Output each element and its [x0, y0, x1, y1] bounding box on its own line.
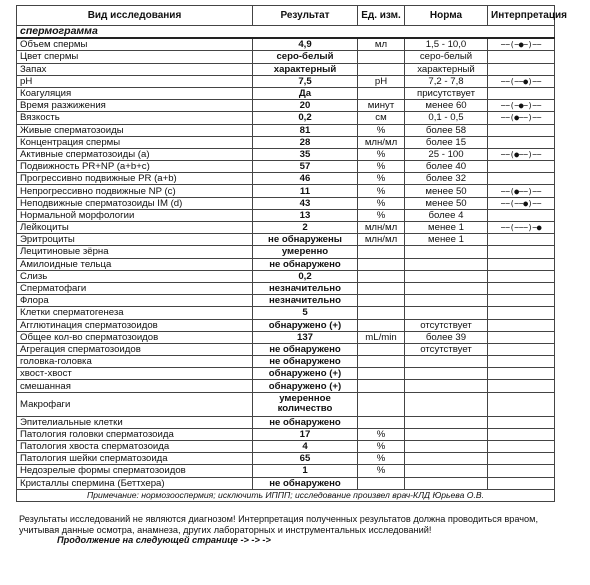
cell-name: Концентрация спермы — [17, 136, 253, 148]
cell-norm: 7,2 - 7,8 — [405, 75, 488, 87]
cell-name: Живые сперматозоиды — [17, 124, 253, 136]
cell-result: 35 — [253, 148, 358, 160]
cell-unit: % — [358, 148, 405, 160]
cell-unit — [358, 477, 405, 489]
cell-interp: −−(−−●)−− — [488, 197, 555, 209]
cell-interp — [488, 477, 555, 489]
cell-unit: % — [358, 453, 405, 465]
header-result: Результат — [253, 6, 358, 26]
cell-norm: менее 1 — [405, 234, 488, 246]
cell-interp — [488, 416, 555, 428]
cell-unit — [358, 307, 405, 319]
cell-name: Патология шейки сперматозоида — [17, 453, 253, 465]
cell-result: Да — [253, 87, 358, 99]
cell-interp — [488, 392, 555, 416]
table-row — [17, 234, 555, 246]
cell-interp — [488, 356, 555, 368]
table-row — [17, 38, 555, 51]
table-row — [17, 197, 555, 209]
cell-result: 0,2 — [253, 112, 358, 124]
cell-norm — [405, 392, 488, 416]
cell-unit: % — [358, 197, 405, 209]
cell-interp — [488, 136, 555, 148]
cell-unit: млн/мл — [358, 136, 405, 148]
cell-name: Прогрессивно подвижные PR (a+b) — [17, 173, 253, 185]
cell-norm: менее 60 — [405, 100, 488, 112]
table-row — [17, 380, 555, 392]
cell-name: Амилоидные тельца — [17, 258, 253, 270]
cell-name: головка-головка — [17, 356, 253, 368]
cell-result: не обнаружено — [253, 477, 358, 489]
cell-unit: mL/min — [358, 331, 405, 343]
cell-name: Макрофаги — [17, 392, 253, 416]
cell-unit: мл — [358, 38, 405, 51]
cell-interp — [488, 51, 555, 63]
cell-name: Агрегация сперматозоидов — [17, 343, 253, 355]
cell-norm: более 15 — [405, 136, 488, 148]
cell-result: 7,5 — [253, 75, 358, 87]
cell-result: не обнаружено — [253, 356, 358, 368]
cell-unit — [358, 258, 405, 270]
cell-unit: % — [358, 185, 405, 197]
cell-result: 13 — [253, 209, 358, 221]
table-row — [17, 136, 555, 148]
cell-name: Кристаллы спермина (Беттхера) — [17, 477, 253, 489]
continuation-text: Продолжение на следующей странице -> -> -> — [57, 535, 271, 545]
cell-name: Вязкость — [17, 112, 253, 124]
cell-norm: 0,1 - 0,5 — [405, 112, 488, 124]
cell-interp — [488, 453, 555, 465]
cell-interp — [488, 319, 555, 331]
cell-interp — [488, 209, 555, 221]
cell-unit — [358, 356, 405, 368]
cell-unit — [358, 63, 405, 75]
header-interpretation: Интерпретация — [488, 6, 555, 26]
cell-result: 4,9 — [253, 38, 358, 51]
cell-unit — [358, 368, 405, 380]
cell-norm — [405, 380, 488, 392]
cell-result: не обнаружено — [253, 258, 358, 270]
cell-result: незначительно — [253, 295, 358, 307]
cell-norm: менее 1 — [405, 222, 488, 234]
cell-unit: млн/мл — [358, 234, 405, 246]
cell-name: смешанная — [17, 380, 253, 392]
cell-norm: менее 50 — [405, 197, 488, 209]
cell-result: серо-белый — [253, 51, 358, 63]
cell-interp — [488, 465, 555, 477]
table-row — [17, 51, 555, 63]
cell-unit — [358, 319, 405, 331]
cell-norm: отсутствует — [405, 319, 488, 331]
results-table — [16, 5, 567, 502]
cell-norm: более 58 — [405, 124, 488, 136]
cell-result: 46 — [253, 173, 358, 185]
table-row — [17, 87, 555, 99]
cell-interp: −−(−●−)−− — [488, 38, 555, 51]
cell-name: Клетки сперматогенеза — [17, 307, 253, 319]
cell-interp — [488, 428, 555, 440]
table-row — [17, 222, 555, 234]
cell-result: обнаружено (+) — [253, 380, 358, 392]
cell-unit — [358, 51, 405, 63]
cell-norm — [405, 416, 488, 428]
cell-interp: −−(−●−)−− — [488, 100, 555, 112]
cell-unit: см — [358, 112, 405, 124]
cell-result: не обнаружены — [253, 234, 358, 246]
cell-result: 11 — [253, 185, 358, 197]
cell-interp — [488, 270, 555, 282]
cell-unit: млн/мл — [358, 222, 405, 234]
cell-interp — [488, 173, 555, 185]
cell-norm: 1,5 - 10,0 — [405, 38, 488, 51]
cell-interp — [488, 380, 555, 392]
cell-norm — [405, 441, 488, 453]
cell-name: Время разжижения — [17, 100, 253, 112]
cell-name: Неподвижные сперматозоиды IM (d) — [17, 197, 253, 209]
cell-unit — [358, 87, 405, 99]
cell-name: Патология хвоста сперматозоида — [17, 441, 253, 453]
cell-result: обнаружено (+) — [253, 319, 358, 331]
cell-interp — [488, 343, 555, 355]
header-name: Вид исследования — [17, 6, 253, 26]
table-row — [17, 173, 555, 185]
cell-unit — [358, 270, 405, 282]
cell-result: 81 — [253, 124, 358, 136]
table-row — [17, 295, 555, 307]
cell-interp — [488, 234, 555, 246]
cell-name: Слизь — [17, 270, 253, 282]
cell-unit — [358, 282, 405, 294]
cell-result: 57 — [253, 161, 358, 173]
cell-unit — [358, 380, 405, 392]
cell-unit: минут — [358, 100, 405, 112]
cell-name: Агглютинация сперматозоидов — [17, 319, 253, 331]
table-row — [17, 185, 555, 197]
cell-norm — [405, 428, 488, 440]
cell-norm: 25 - 100 — [405, 148, 488, 160]
cell-name: Общее кол-во сперматозоидов — [17, 331, 253, 343]
cell-name: Лецитиновые зёрна — [17, 246, 253, 258]
cell-result: 17 — [253, 428, 358, 440]
cell-name: Запах — [17, 63, 253, 75]
cell-interp — [488, 282, 555, 294]
cell-name: Лейкоциты — [17, 222, 253, 234]
cell-result: 5 — [253, 307, 358, 319]
cell-interp — [488, 87, 555, 99]
cell-interp — [488, 368, 555, 380]
cell-name: Нормальной морфологии — [17, 209, 253, 221]
cell-result: умеренное количество — [253, 392, 358, 416]
cell-interp: −−(●−−)−− — [488, 185, 555, 197]
cell-interp — [488, 331, 555, 343]
cell-norm — [405, 282, 488, 294]
cell-name: Подвижность PR+NP (a+b+c) — [17, 161, 253, 173]
note-row — [17, 489, 555, 501]
cell-result: обнаружено (+) — [253, 368, 358, 380]
section-row — [17, 26, 555, 39]
cell-norm — [405, 356, 488, 368]
cell-result: 43 — [253, 197, 358, 209]
table-row — [17, 428, 555, 440]
cell-unit: % — [358, 173, 405, 185]
cell-norm: отсутствует — [405, 343, 488, 355]
table-row — [17, 453, 555, 465]
table-row — [17, 416, 555, 428]
cell-interp — [488, 258, 555, 270]
table-row — [17, 270, 555, 282]
table-row — [17, 246, 555, 258]
cell-name: хвост-хвост — [17, 368, 253, 380]
cell-result: 0,2 — [253, 270, 358, 282]
cell-result: незначительно — [253, 282, 358, 294]
cell-name: Цвет спермы — [17, 51, 253, 63]
header-unit: Ед. изм. — [358, 6, 405, 26]
cell-unit — [358, 343, 405, 355]
cell-result: не обнаружено — [253, 343, 358, 355]
cell-interp — [488, 295, 555, 307]
table-row — [17, 209, 555, 221]
table-row — [17, 100, 555, 112]
cell-interp: −−(●−−)−− — [488, 148, 555, 160]
cell-unit: % — [358, 124, 405, 136]
cell-norm: более 39 — [405, 331, 488, 343]
cell-interp: −−(●−−)−− — [488, 112, 555, 124]
cell-name: Объем спермы — [17, 38, 253, 51]
cell-result: 65 — [253, 453, 358, 465]
cell-norm: более 4 — [405, 209, 488, 221]
cell-norm: серо-белый — [405, 51, 488, 63]
cell-name: Эритроциты — [17, 234, 253, 246]
table-row — [17, 112, 555, 124]
cell-name: Эпителиальные клетки — [17, 416, 253, 428]
cell-norm — [405, 246, 488, 258]
cell-name: Активные сперматозоиды (a) — [17, 148, 253, 160]
table-row — [17, 477, 555, 489]
cell-norm — [405, 368, 488, 380]
cell-result: характерный — [253, 63, 358, 75]
cell-norm: более 40 — [405, 161, 488, 173]
disclaimer-text: Результаты исследований не являются диагнозом! Интерпретация полученных результатов должна проводиться врачом, учитывая данные осмотра, анамнеза, других лабораторных и инструментальных исследований! — [19, 514, 539, 535]
cell-norm: характерный — [405, 63, 488, 75]
cell-norm — [405, 295, 488, 307]
table-row — [17, 63, 555, 75]
table-row — [17, 75, 555, 87]
cell-unit: % — [358, 428, 405, 440]
cell-result: умеренно — [253, 246, 358, 258]
table-row — [17, 319, 555, 331]
cell-result: 1 — [253, 465, 358, 477]
table-row — [17, 282, 555, 294]
cell-name: Патология головки сперматозоида — [17, 428, 253, 440]
table-row — [17, 343, 555, 355]
cell-result: 2 — [253, 222, 358, 234]
cell-name: Недозрелые формы сперматозоидов — [17, 465, 253, 477]
note-text: Примечание: нормозооспермия; исключить ИППП; исследование произвел врач-КЛД Юрьева О.В. — [17, 489, 555, 501]
cell-unit: % — [358, 465, 405, 477]
table-row — [17, 124, 555, 136]
cell-norm: более 32 — [405, 173, 488, 185]
table-header-row — [17, 6, 555, 26]
table-row — [17, 356, 555, 368]
cell-unit — [358, 416, 405, 428]
table-row — [17, 148, 555, 160]
cell-interp — [488, 124, 555, 136]
cell-name: pH — [17, 75, 253, 87]
table-row — [17, 368, 555, 380]
table-row — [17, 307, 555, 319]
cell-interp — [488, 441, 555, 453]
cell-norm: присутствует — [405, 87, 488, 99]
cell-unit — [358, 246, 405, 258]
cell-unit — [358, 392, 405, 416]
cell-interp: −−(−−−)−● — [488, 222, 555, 234]
cell-result: 20 — [253, 100, 358, 112]
cell-norm — [405, 307, 488, 319]
cell-name: Флора — [17, 295, 253, 307]
cell-interp — [488, 63, 555, 75]
table-row — [17, 161, 555, 173]
table-row — [17, 258, 555, 270]
cell-name: Непрогрессивно подвижные NP (c) — [17, 185, 253, 197]
table-row — [17, 392, 555, 416]
cell-result: 28 — [253, 136, 358, 148]
header-norm: Норма — [405, 6, 488, 26]
table-row — [17, 331, 555, 343]
table-row — [17, 441, 555, 453]
cell-norm — [405, 270, 488, 282]
cell-norm — [405, 258, 488, 270]
section-title: спермограмма — [17, 26, 555, 39]
cell-interp — [488, 161, 555, 173]
cell-unit: pH — [358, 75, 405, 87]
table-row — [17, 465, 555, 477]
cell-result: 4 — [253, 441, 358, 453]
cell-unit: % — [358, 209, 405, 221]
cell-unit: % — [358, 161, 405, 173]
cell-unit — [358, 295, 405, 307]
cell-name: Сперматофаги — [17, 282, 253, 294]
cell-result: 137 — [253, 331, 358, 343]
cell-result: не обнаружено — [253, 416, 358, 428]
cell-unit: % — [358, 441, 405, 453]
cell-norm — [405, 453, 488, 465]
cell-interp — [488, 307, 555, 319]
cell-norm — [405, 465, 488, 477]
cell-interp: −−(−−●)−− — [488, 75, 555, 87]
cell-name: Коагуляция — [17, 87, 253, 99]
cell-norm: менее 50 — [405, 185, 488, 197]
cell-interp — [488, 246, 555, 258]
cell-norm — [405, 477, 488, 489]
